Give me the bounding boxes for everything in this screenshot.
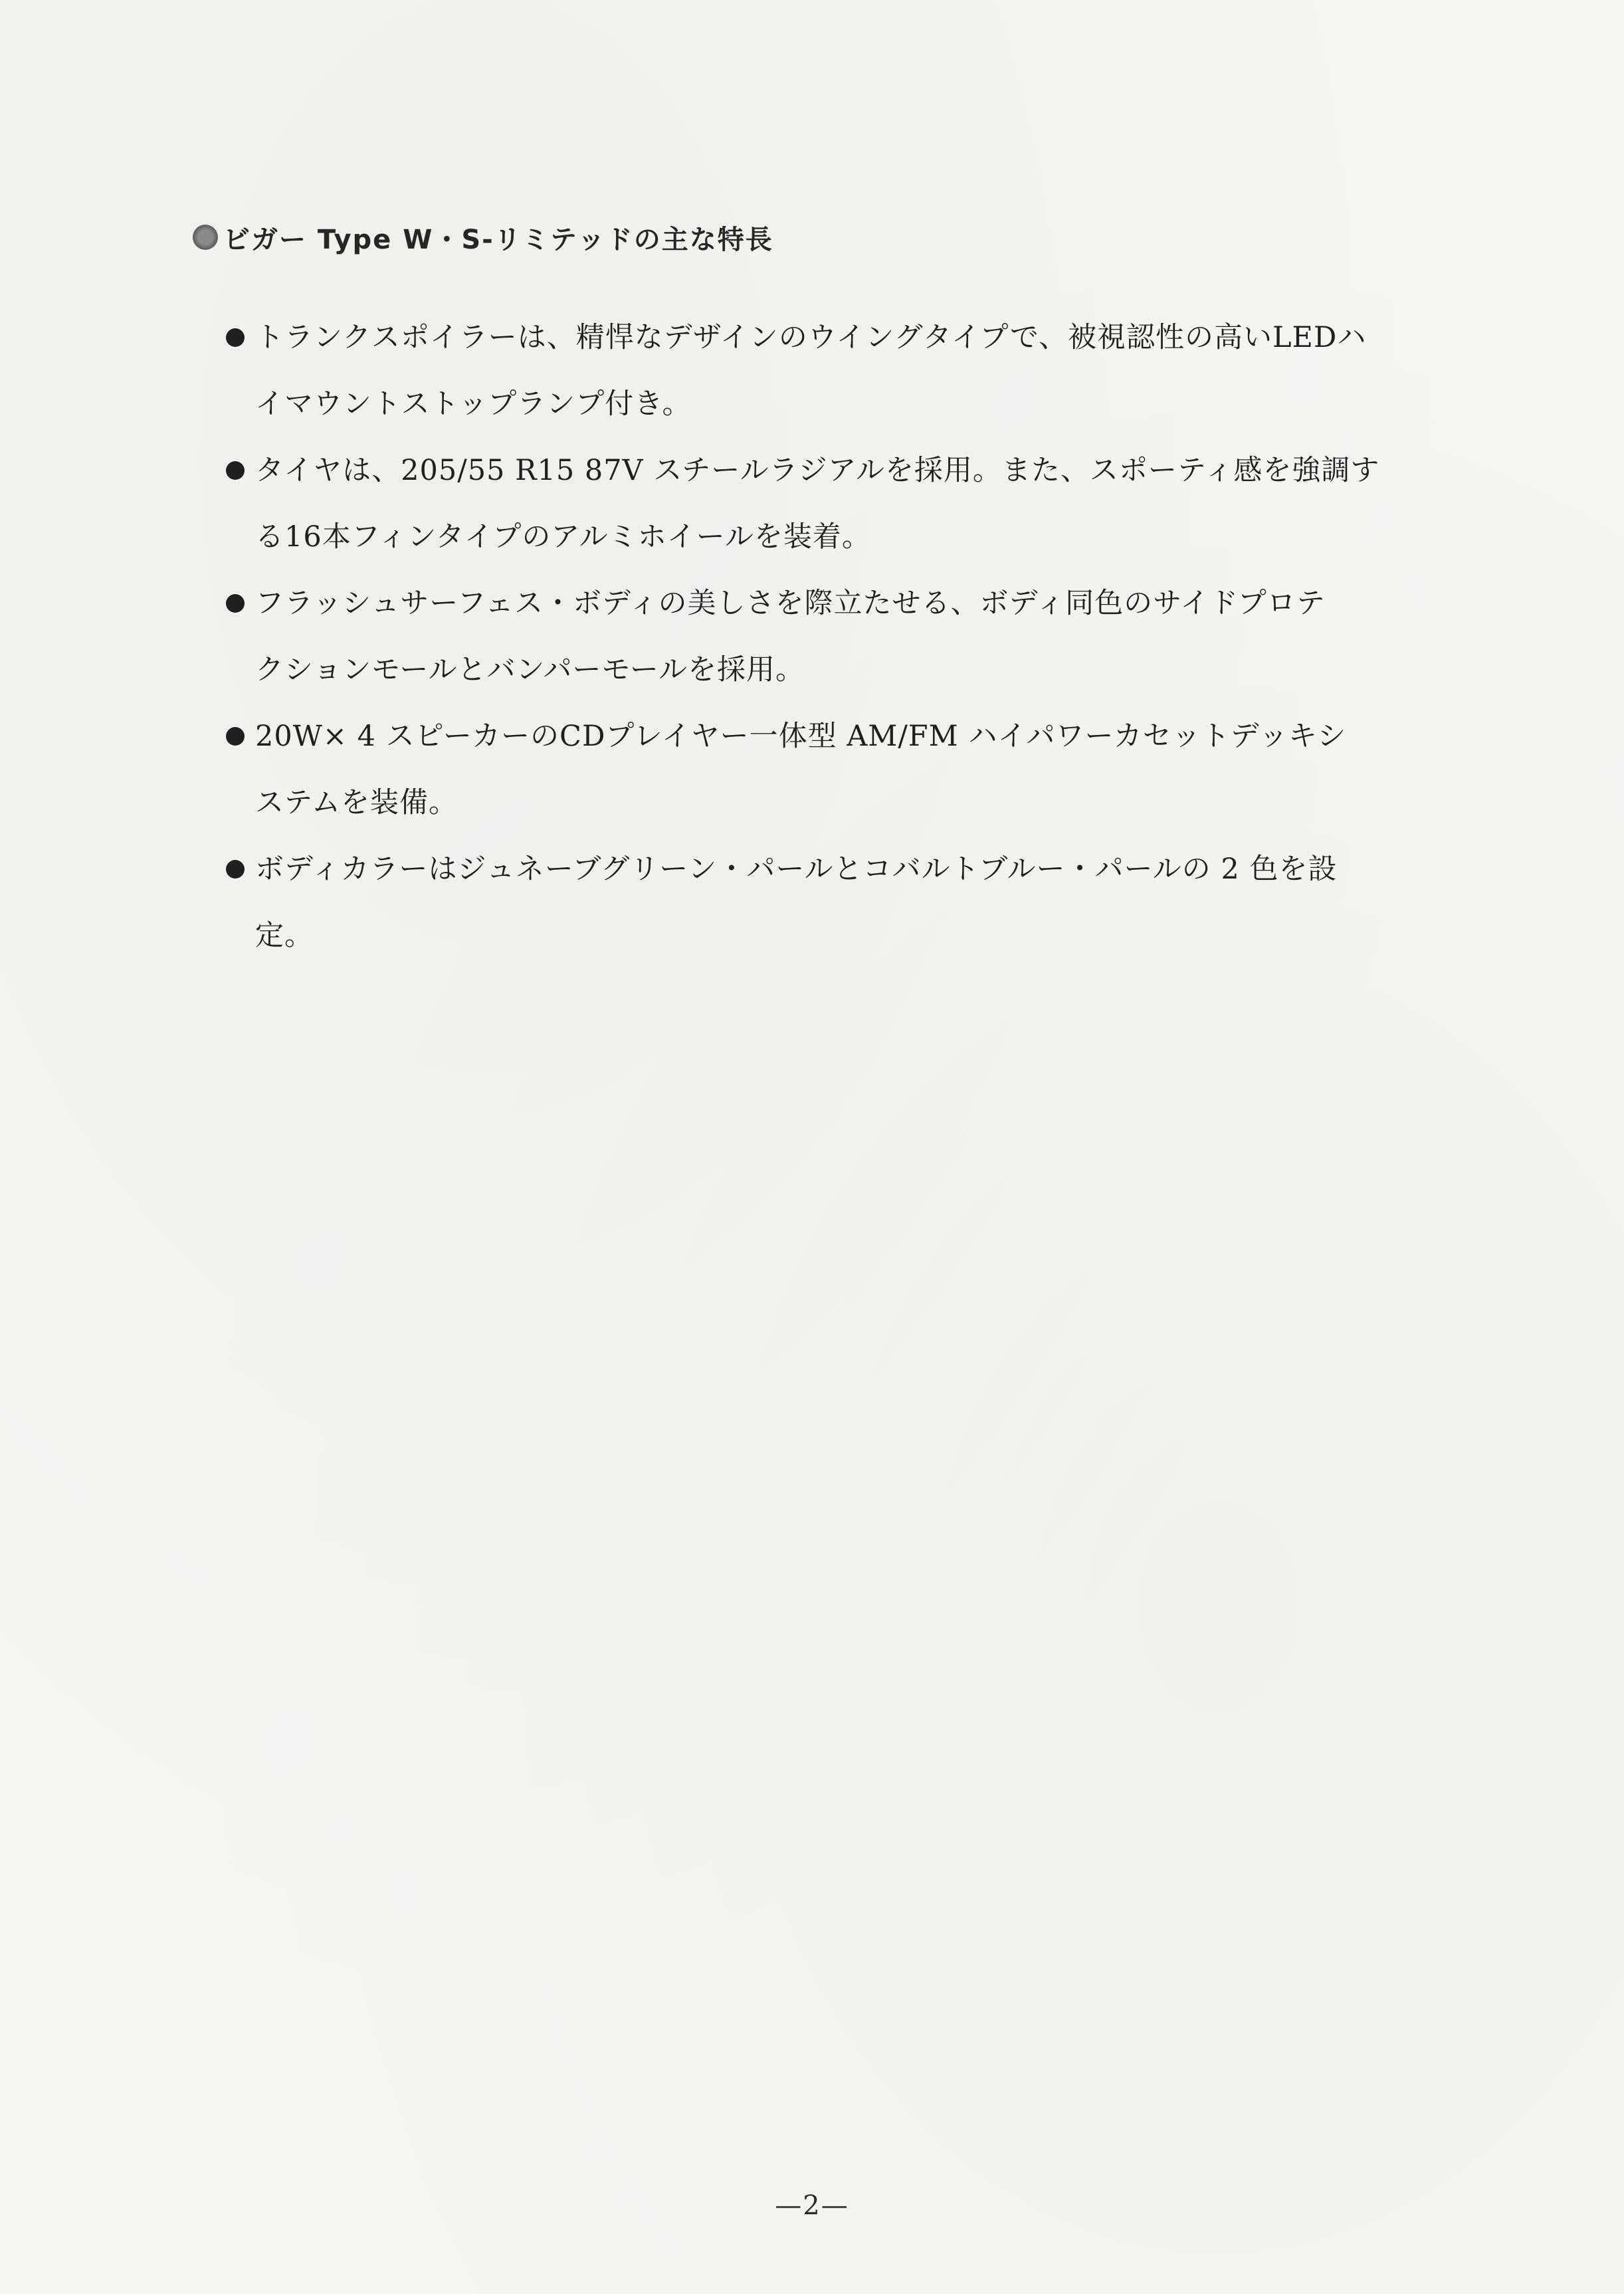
feature-item-line: イマウントストップランプ付き。 (255, 387, 692, 421)
feature-item-1 (226, 304, 1435, 437)
feature-item-line: ステムを装備。 (255, 786, 458, 819)
feature-item-line: フラッシュサーフェス・ボディの美しさを際立たせる、ボディ同色のサイドプロテ (255, 587, 1326, 620)
feature-item-4 (226, 703, 1435, 836)
feature-item-line: 20W× 4 スピーカーのCDプレイヤー一体型 AM/FM ハイパワーカセットデッキシ (255, 720, 1347, 753)
bullet-icon (226, 328, 245, 347)
feature-item-line: ボディカラーはジュネーブグリーン・パールとコバルトブルー・パールの 2 色を設 (255, 853, 1338, 886)
section-heading (193, 214, 773, 261)
feature-item-line: る16本フィンタイプのアルミホイールを装着。 (255, 520, 871, 554)
feature-item-line: 定。 (255, 919, 314, 952)
heading-bullet-icon (193, 225, 218, 250)
feature-item-line: タイヤは、205/55 R15 87V スチールラジアルを採用。また、スポーティ感を強調す (255, 454, 1380, 487)
feature-item-2 (226, 437, 1435, 570)
feature-item-3 (226, 570, 1435, 703)
feature-item-line: クションモールとバンパーモールを採用。 (255, 653, 805, 686)
bullet-icon (226, 860, 245, 879)
bullet-icon (226, 594, 245, 613)
section-heading-text: ビガー Type W・S-リミテッドの主な特長 (223, 224, 773, 255)
feature-item-line: トランクスポイラーは、精悍なデザインのウイングタイプで、被視認性の高いLEDハ (255, 321, 1367, 354)
feature-list (226, 304, 1435, 969)
bullet-icon (226, 727, 245, 746)
bullet-icon (226, 461, 245, 480)
page-number: —2— (775, 2190, 849, 2221)
feature-item-5 (226, 836, 1435, 969)
